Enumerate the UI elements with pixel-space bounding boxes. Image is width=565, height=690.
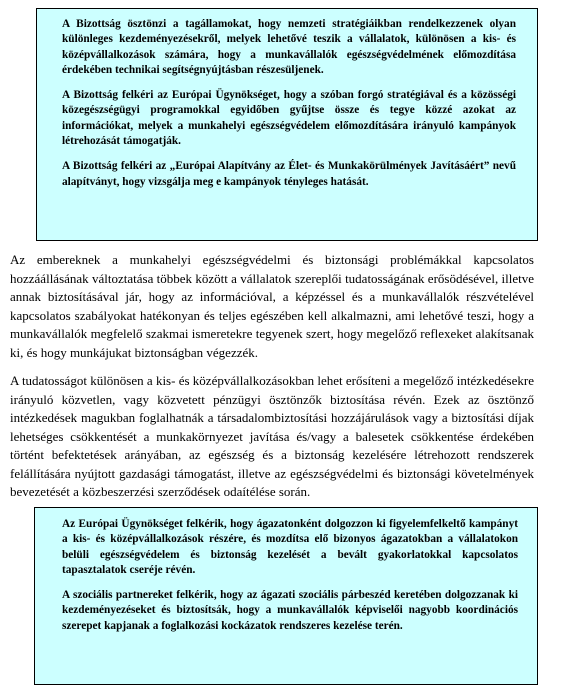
highlight-box-top [36, 8, 538, 241]
box-paragraph: A Bizottság felkéri az Európai Ügynökséget, hogy a szóban forgó stratégiával és a közösségi közegészségügyi programokkal egyidőben gyűjtse össze és tegye közzé azokat az információkat, melyek a munkahelyi egészségvédelem előmozdítására irányuló kampányok létrehozását támogatják. [62, 89, 516, 148]
body-paragraph: Az embereknek a munkahelyi egészségvédelmi és biztonsági problémákkal kapcsolatos hozzáállásának változtatása többek között a vállalatok szereplői tudatosságának erősödésével, illetve annak biztosításával jár, hogy az információval, a képzéssel és a munkavállalók részvételével kapcsolatos szabályokat hatékonyan és teljes egészében kell alkalmazni, ami lehetővé teszi, hogy a munkavállalók megfelelő szakmai ismeretekre tegyenek szert, hogy megelőző reflexeket alakítsanak ki, és hogy munkájukat biztonságban végezzék. [10, 252, 534, 360]
box-paragraph: A Bizottság felkéri az „Európai Alapítvány az Élet- és Munkakörülmények Javításáért” nevű alapítványt, hogy vizsgálja meg e kampányok tényleges hatását. [62, 160, 516, 188]
box-paragraph: A szociális partnereket felkérik, hogy az ágazati szociális párbeszéd keretében dolgozzanak ki kezdeményezéseket és biztosítsák, hogy a munkavállalók képviselői nagyobb koordinációs szerepet kapjanak a foglalkozási kockázatok rendszeres kezelése terén. [62, 589, 518, 632]
box-paragraph: Az Európai Ügynökséget felkérik, hogy ágazatonként dolgozzon ki figyelemfelkeltő kampányt a kis- és középvállalkozások részére, és mozdítsa elő bizonyos ágazatokban a vállalatokon belüli egészségvédelem és biztonság kezelését a bevált gyakorlatokkal kapcsolatos tapasztalatok cseréje révén. [62, 518, 518, 576]
body-paragraph: A tudatosságot különösen a kis- és középvállalkozásokban lehet erősíteni a megelőző intézkedésekre irányuló közvetlen, vagy közvetett pénzügyi ösztönzők biztosítása révén. Ezek az ösztönző intézkedések magukban foglalhatnák a társadalombiztosítási hozzájárulások vagy a biztosítási díjak lehetséges csökkentését a munkakörnyezet javítása és/vagy a balesetek csökkentése érdekében történt befektetések arányában, az egészség és a biztonság kezelésére létrehozott rendszerek felállítására nyújtott gazdasági támogatást, illetve az egészségvédelmi és biztonsági követelmények bevezetését a közbeszerzési szerződések odaítélése során. [10, 373, 534, 499]
box-paragraph: A Bizottság ösztönzi a tagállamokat, hogy nemzeti stratégiáikban rendelkezzenek olyan különleges kezdeményezésekről, melyek lehetővé teszik a vállalatok, különösen a kis- és középvállalkozások számára, hogy a munkavállalók egészségvédelmének előmozdítása érdekében technikai segítségnyújtásban részesüljenek. [62, 18, 516, 76]
highlight-box-bottom [34, 507, 538, 685]
